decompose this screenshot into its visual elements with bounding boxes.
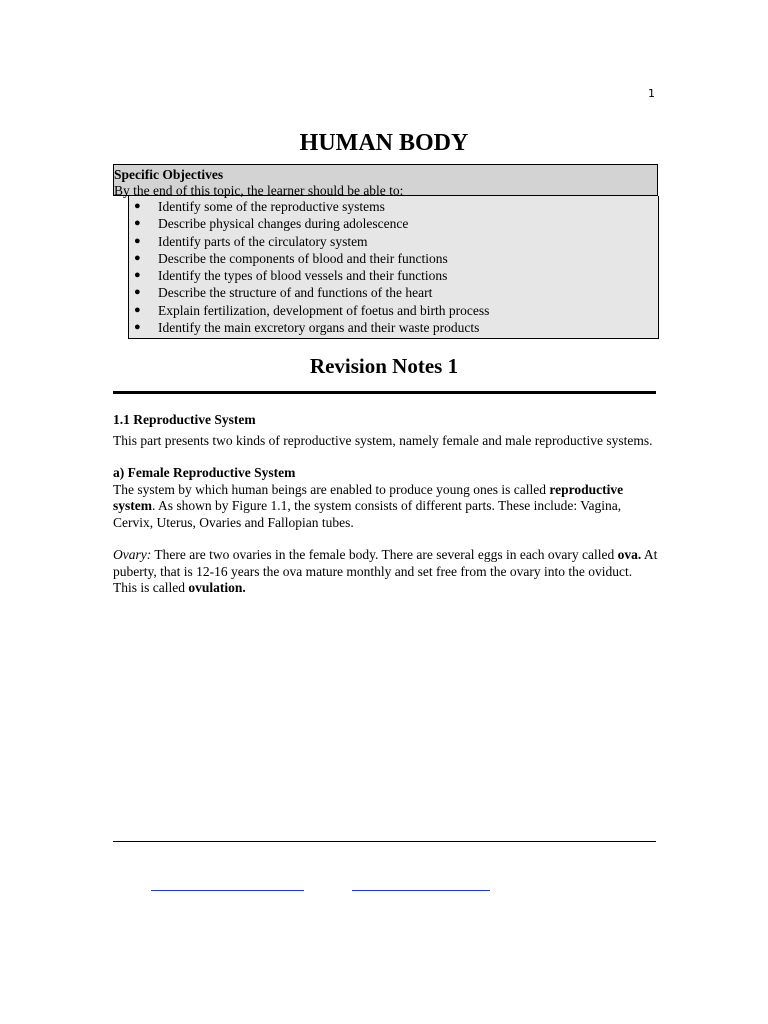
list-item xyxy=(129,267,658,284)
list-item xyxy=(129,302,658,319)
bullet-icon: ● xyxy=(134,321,141,334)
page-number: 1 xyxy=(648,87,655,100)
list-item-text: Identify some of the reproductive systems xyxy=(158,199,385,214)
bold-term: ova. xyxy=(617,547,642,562)
list-item xyxy=(129,250,658,267)
section-body: This part presents two kinds of reproductive system, namely female and male reproductive systems. xyxy=(113,432,653,448)
objectives-heading: Specific Objectives xyxy=(114,167,224,182)
list-item-text: Identify the types of blood vessels and their functions xyxy=(158,268,448,284)
revision-notes-title: Revision Notes 1 xyxy=(309,354,459,378)
list-item xyxy=(129,233,658,250)
objectives-box xyxy=(113,164,658,339)
list-item-text: Describe the components of blood and their functions xyxy=(158,250,448,266)
footer-link-underline[interactable] xyxy=(151,890,304,891)
bold-term: reproductive system xyxy=(113,481,624,513)
list-item-text: Explain fertilization, development of foetus and birth process xyxy=(158,302,490,318)
objectives-list xyxy=(128,196,659,339)
female-system-paragraph: The system by which human beings are enabled to produce young ones is called reproductive system. As shown by Figure 1.1, the system consists of different parts. These include: Vagina, Cervix, Uterus, Ovaries and Fallopian tubes. xyxy=(113,481,624,530)
bullet-icon: ● xyxy=(134,303,141,316)
bullet-icon: ● xyxy=(134,286,141,299)
list-item xyxy=(129,319,658,336)
main-content xyxy=(113,412,658,597)
bullet-icon: ● xyxy=(134,217,141,230)
footer-link-underline[interactable] xyxy=(352,890,490,891)
objectives-header xyxy=(113,164,658,196)
ovary-paragraph: Ovary: There are two ovaries in the female body. There are several eggs in each ovary called ova. At puberty, that is 12-16 years the ova mature monthly and set free from the ovary into the oviduct. This is called ovulation. xyxy=(113,547,658,595)
objectives-intro: By the end of this topic, the learner should be able to: xyxy=(114,183,404,198)
document-title: HUMAN BODY xyxy=(299,130,469,156)
list-item-text: Describe the structure of and functions of the heart xyxy=(158,285,433,301)
bold-term: ovulation. xyxy=(188,580,246,595)
bullet-icon: ● xyxy=(134,200,141,212)
section-divider xyxy=(113,391,656,394)
bullet-icon: ● xyxy=(134,234,141,247)
footer-divider xyxy=(113,841,656,842)
section-heading: 1.1 Reproductive System xyxy=(113,412,256,427)
bullet-icon: ● xyxy=(134,251,141,264)
list-item xyxy=(129,198,658,215)
ovary-label: Ovary: xyxy=(113,547,152,562)
list-item-text: Identify parts of the circulatory system xyxy=(158,233,368,249)
bullet-icon: ● xyxy=(134,269,141,282)
list-item-text: Identify the main excretory organs and their waste products xyxy=(158,320,480,336)
list-item xyxy=(129,215,658,232)
subsection-heading: a) Female Reproductive System xyxy=(113,465,296,480)
list-item xyxy=(129,284,658,301)
list-item-text: Describe physical changes during adolescence xyxy=(158,216,409,232)
